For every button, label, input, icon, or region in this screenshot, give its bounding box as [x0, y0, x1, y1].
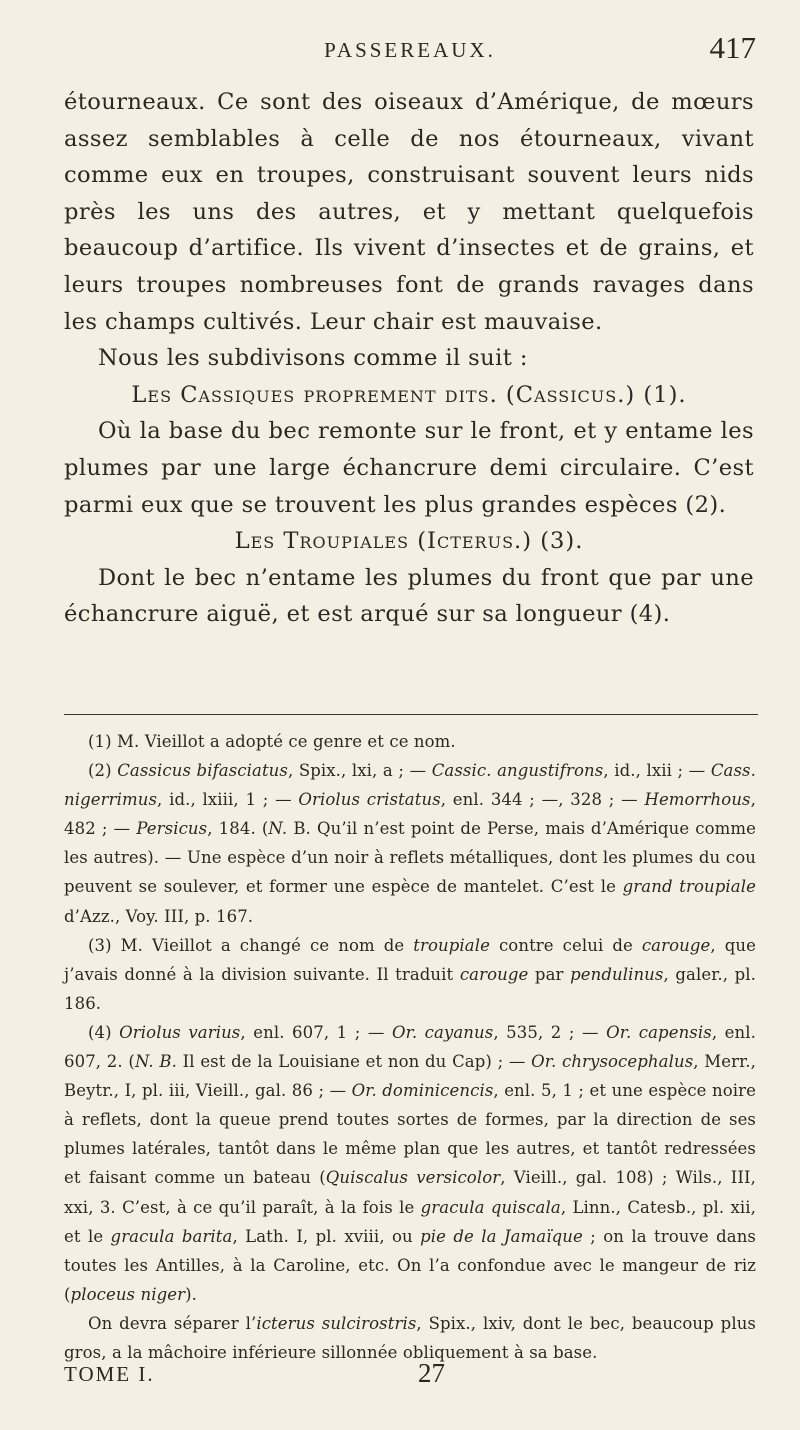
section-heading: Les Troupiales (Icterus.) (3). — [234, 528, 584, 555]
section-heading: Les Cassiques proprement dits. (Cassicus.) (1). — [131, 381, 687, 408]
footnotes — [64, 727, 756, 1367]
paragraph: étourneaux. Ce sont des oiseaux d’Amérique, de mœurs assez semblables à celle de nos étourneaux, vivant comme eux en troupes, construisant souvent leurs nids près les uns des autres, et y mettant quelquefois beaucoup d’artifice. Ils vivent d’insectes et de grains, et leurs troupes nombreuses font de grands ravages dans les champs cultivés. Leur chair est mauvaise. — [64, 89, 754, 335]
page-footer — [64, 1358, 464, 1398]
signature-number: 27 — [418, 1358, 445, 1388]
paragraph: Dont le bec n’entame les plumes du front que par une échancrure aiguë, et est arqué sur sa longueur (4). — [64, 564, 754, 628]
main-text — [64, 84, 754, 633]
signature-mark: TOME I. — [64, 1362, 155, 1386]
paragraph: Nous les subdivisons comme il suit : — [98, 345, 528, 372]
paragraph: Où la base du bec remonte sur le front, et y entame les plumes par une large échancrure demi circulaire. C’est parmi eux que se trouvent les plus grandes espèces (2). — [64, 418, 754, 518]
page-header — [60, 30, 760, 80]
running-head: PASSEREAUX. — [324, 38, 496, 62]
footnote-separator — [64, 714, 758, 715]
footnote-5: On devra séparer l’icterus sulcirostris, Spix., lxiv, dont le bec, beaucoup plus gros, a la mâchoire inférieure sillonnée obliquement à sa base. — [64, 1313, 756, 1362]
footnote-1: (1) M. Vieillot a adopté ce genre et ce nom. — [88, 732, 456, 751]
page-number: 417 — [709, 30, 756, 65]
footnote-2: (2) Cassicus bifasciatus, Spix., lxi, a ; — Cassic. angustifrons, id., lxii ; — Cass. nigerrimus, id., lxiii, 1 ; — Oriolus cristatus, enl. 344 ; —, 328 ; — Hemorrhous, 482 ; — Persicus, 184. (N. B. Qu’il n’est point de Perse, mais d’Amérique comme les autres). — Une espèce d’un noir à reflets métalliques, dont les plumes du cou peuvent se soulever, et former une espèce de mantelet. C’est le grand troupiale d’Azz., Voy. III, p. 167. — [64, 761, 756, 926]
footnote-3: (3) M. Vieillot a changé ce nom de troupiale contre celui de carouge, que j’avais donné à la division suivante. Il traduit carouge par pendulinus, galer., pl. 186. — [64, 935, 757, 1013]
footnote-4: (4) Oriolus varius, enl. 607, 1 ; — Or. cayanus, 535, 2 ; — Or. capensis, enl. 607, 2. (N. B. Il est de la Louisiane et non du Cap) ; — Or. chrysocephalus, Merr., Beytr., I, pl. iii, Vieill., gal. 86 ; — Or. dominicencis, enl. 5, 1 ; et une espèce noire à reflets, dont la queue prend toutes sortes de formes, par la direction de ses plumes latérales, tantôt dans le même plan que les autres, et tantôt redressées et faisant comme un bateau (Quiscalus versicolor, Vieill., gal. 108) ; Wils., III, xxi, 3. C’est, à ce qu’il paraît, à la fois le gracula quiscala, Linn., Catesb., pl. xii, et le gracula barita, Lath. I, pl. xviii, ou pie de la Jamaïque ; on la trouve dans toutes les Antilles, à la Caroline, etc. On l’a confondue avec le mangeur de riz (ploceus niger). — [64, 1022, 756, 1304]
